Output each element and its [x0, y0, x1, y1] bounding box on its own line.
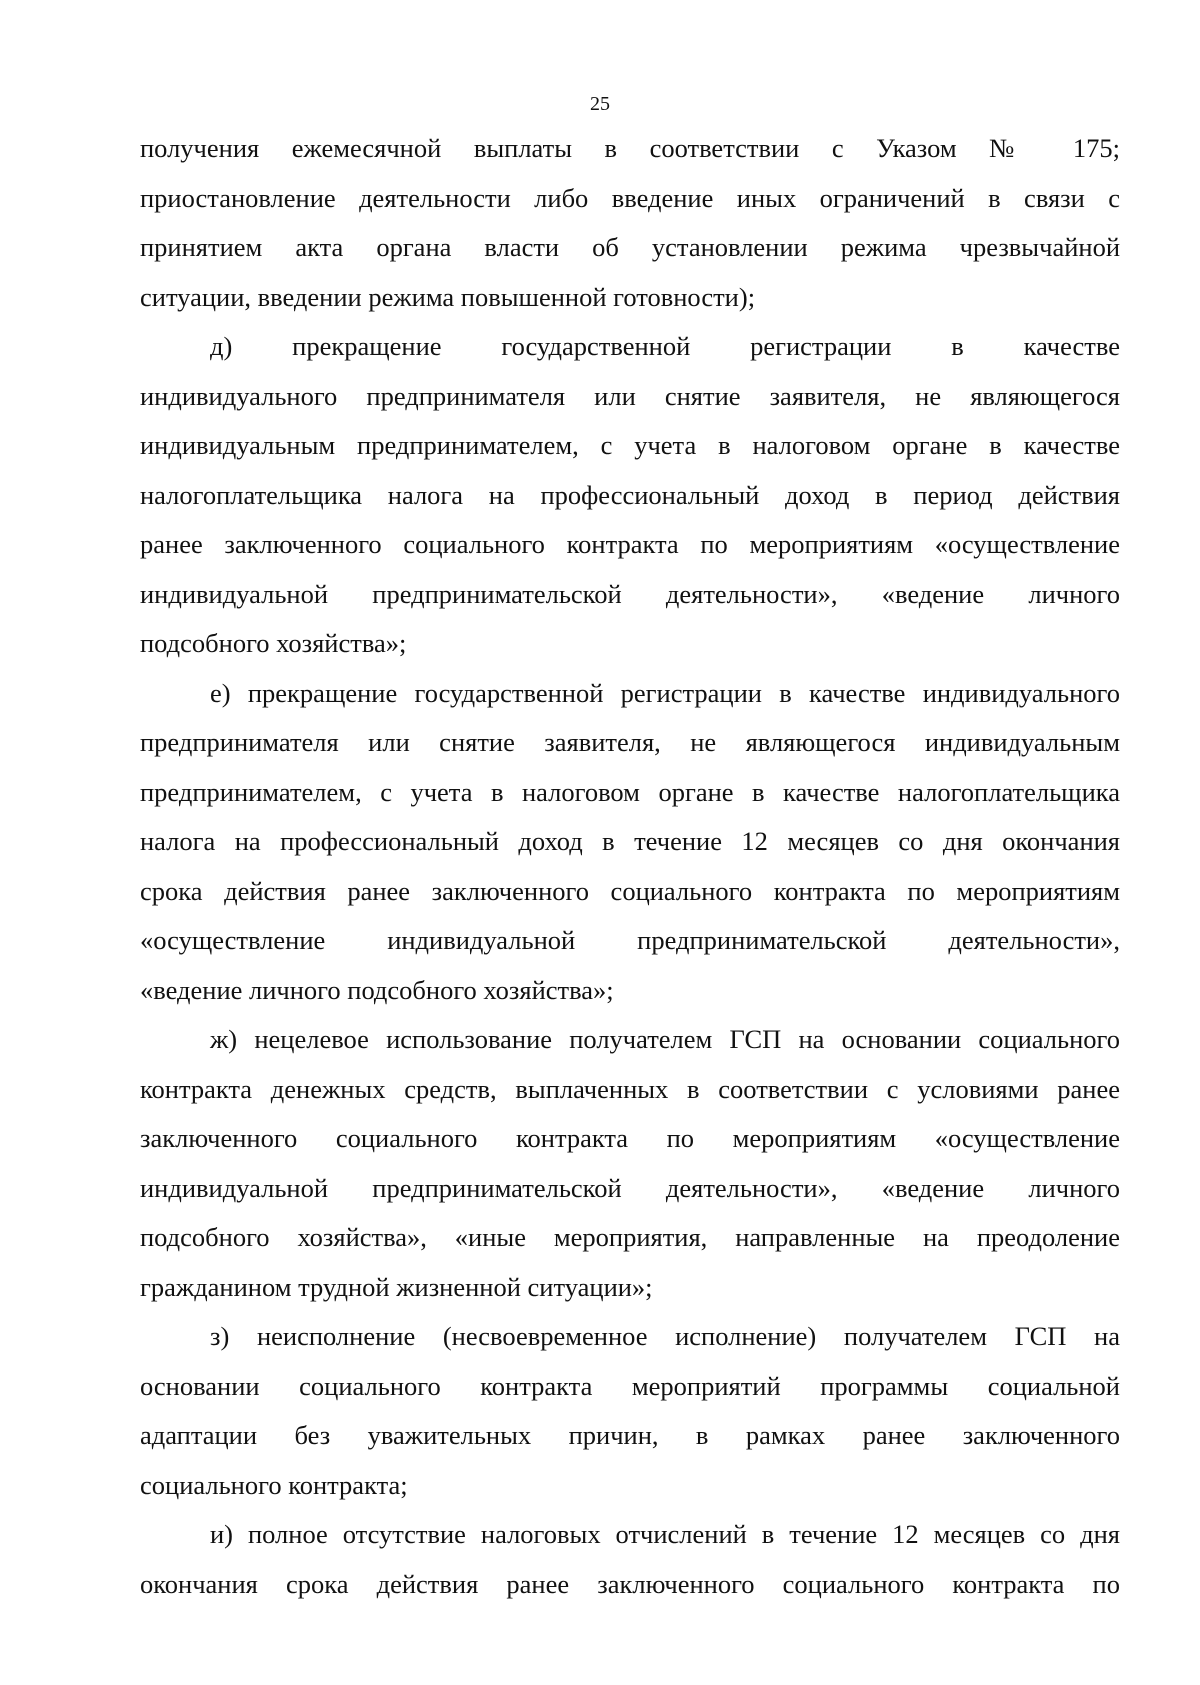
text-line: индивидуальной предпринимательской деятельности», «ведение личного: [140, 578, 1120, 609]
paragraph-item-zh: [140, 1015, 1120, 1312]
text-line: подсобного хозяйства»;: [140, 628, 407, 658]
text-line: з) неисполнение (несвоевременное исполнение) получателем ГСП на: [210, 1321, 1120, 1351]
paragraph-continuation: [140, 124, 1120, 322]
text-line: ранее заключенного социального контракта по мероприятиям «осуществление: [140, 529, 1120, 559]
text-line: срока действия ранее заключенного социального контракта по мероприятиям: [140, 875, 1120, 906]
text-line: е) прекращение государственной регистрации в качестве индивидуального: [210, 677, 1120, 708]
text-line: «ведение личного подсобного хозяйства»;: [140, 974, 614, 1005]
text-line: окончания срока действия ранее заключенного социального контракта по: [140, 1568, 1120, 1599]
paragraph-item-e: [140, 669, 1120, 1016]
text-line: адаптации без уважительных причин, в рамках ранее заключенного: [140, 1420, 1120, 1450]
text-line: подсобного хозяйства», «иные мероприятия, направленные на преодоление: [140, 1222, 1120, 1252]
paragraph-item-d: [140, 322, 1120, 669]
text-line: предпринимателя или снятие заявителя, не являющегося индивидуальным: [140, 727, 1120, 757]
text-line: ситуации, введении режима повышенной готовности);: [140, 281, 756, 312]
text-line: «осуществление индивидуальной предпринимательской деятельности»,: [140, 925, 1120, 955]
paragraph-item-i: [140, 1510, 1120, 1609]
text-line: заключенного социального контракта по мероприятиям «осуществление: [140, 1123, 1120, 1153]
text-line: налога на профессиональный доход в течение 12 месяцев со дня окончания: [140, 826, 1120, 856]
body-text: [140, 124, 1120, 1609]
text-line: индивидуального предпринимателя или снятие заявителя, не являющегося: [140, 380, 1120, 411]
text-line: предпринимателем, с учета в налоговом органе в качестве налогоплательщика: [140, 776, 1120, 807]
text-line: гражданином трудной жизненной ситуации»;: [140, 1271, 653, 1302]
page-number: 25: [590, 93, 610, 115]
text-line: приостановление деятельности либо введение иных ограничений в связи с: [140, 182, 1120, 213]
text-line: получения ежемесячной выплаты в соответствии с Указом № 175;: [140, 133, 1120, 163]
paragraph-item-z: [140, 1312, 1120, 1510]
text-line: и) полное отсутствие налоговых отчислений в течение 12 месяцев со дня: [210, 1519, 1120, 1549]
text-line: д) прекращение государственной регистрации в качестве: [210, 331, 1120, 361]
text-line: индивидуальной предпринимательской деятельности», «ведение личного: [140, 1172, 1120, 1203]
text-line: контракта денежных средств, выплаченных в соответствии с условиями ранее: [140, 1073, 1120, 1104]
text-line: принятием акта органа власти об установлении режима чрезвычайной: [140, 232, 1120, 262]
text-line: основании социального контракта мероприятий программы социальной: [140, 1370, 1120, 1401]
text-line: налогоплательщика налога на профессиональный доход в период действия: [140, 479, 1120, 510]
text-line: индивидуальным предпринимателем, с учета в налоговом органе в качестве: [140, 430, 1120, 460]
text-line: ж) нецелевое использование получателем ГСП на основании социального: [210, 1024, 1120, 1054]
text-line: социального контракта;: [140, 1469, 408, 1500]
